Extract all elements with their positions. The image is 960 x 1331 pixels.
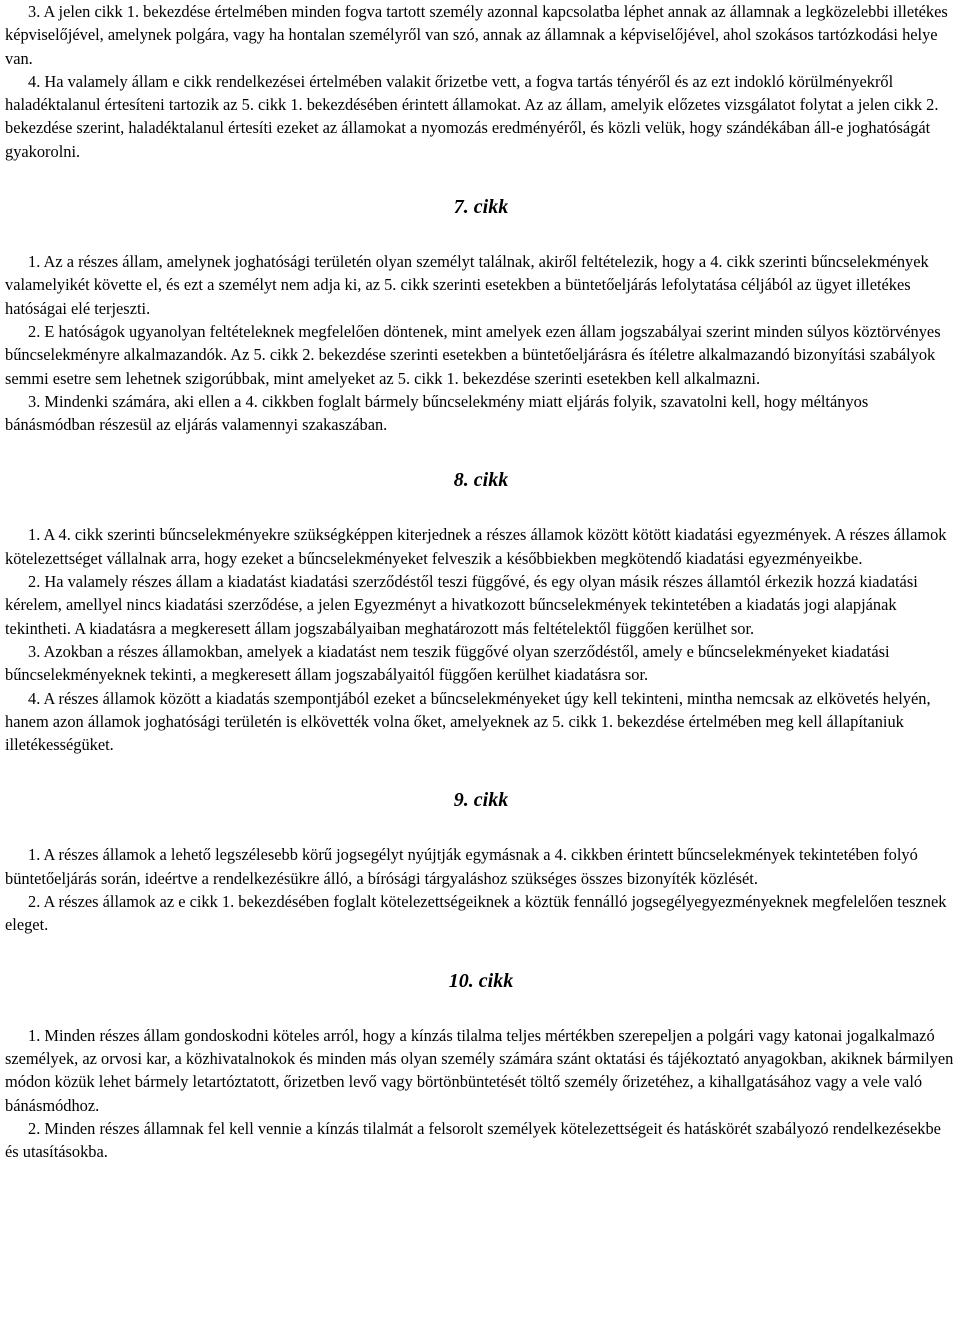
article-7	[5, 195, 957, 436]
paragraph: 2. Minden részes államnak fel kell vennie a kínzás tilalmát a felsorolt személyek kötelezettségeit és hatáskörét szabályozó rendelkezésekbe és utasításokba.	[5, 1118, 941, 1162]
paragraph: 2. Ha valamely részes állam a kiadatást kiadatási szerződéstől teszi függővé, és egy olyan másik részes államtól érkezik hozzá kiadatási kérelem, amellyel nincs kiadatási szerződése, a jelen Egyezményt a hivatkozott bűncselekmények tekintetében a kiadatás jogi alapjának tekintheti. A kiadatásra a megkeresett állam jogszabályaiban meghatározott más feltételektől függően kerülhet sor.	[5, 572, 918, 638]
paragraph: 2. A részes államok az e cikk 1. bekezdésében foglalt kötelezettségeiknek a köztük fennálló jogsegélyegyezményeknek megfelelően tesznek eleget.	[5, 892, 947, 935]
paragraph: 4. Ha valamely állam e cikk rendelkezései értelmében valakit őrizetbe vett, a fogva tartás tényéről és az ezt indokló körülményekről haladéktalanul értesíteni tartozik az 5. cikk 1. bekezdésében érintett államokat. Az az állam, amelyik előzetes vizsgálatot folytat a jelen cikk 2. bekezdése szerint, haladéktalanul értesíti ezeket az államokat a nyomozás eredményéről, és közli velük, hogy szándékában áll-e joghatóságát gyakorolni.	[5, 71, 939, 161]
paragraph: 1. Az a részes állam, amelynek joghatósági területén olyan személyt találnak, akiről feltételezik, hogy a 4. cikk szerinti bűncselekmények valamelyikét követte el, és ezt a személyt nem adja ki, az 5. cikk szerinti esetekben a büntetőeljárás lefolytatása céljából az ügyet illetékes hatóságai elé terjeszti.	[5, 252, 929, 318]
paragraph: 1. Minden részes állam gondoskodni köteles arról, hogy a kínzás tilalma teljes mértékben szerepeljen a polgári vagy katonai jogalkalmazó személyek, az orvosi kar, a közhivatalnokok és minden más olyan személy számára szánt oktatási és tájékoztató anyagokban, akiknek bármilyen módon közük lehet bármely letartóztatott, őrizetben levő vagy börtönbüntetését töltő személy őrizetéhez, a kihallgatásához vagy a vele való bánásmódhoz.	[5, 1025, 954, 1115]
document-page	[5, 0, 957, 1163]
paragraph: 3. Mindenki számára, aki ellen a 4. cikkben foglalt bármely bűncselekmény miatt eljárás folyik, szavatolni kell, hogy méltányos bánásmódban részesül az eljárás valamennyi szakaszában.	[5, 391, 869, 435]
paragraph: 4. A részes államok között a kiadatás szempontjából ezeket a bűncselekményeket úgy kell tekinteni, mintha nemcsak az elkövetés helyén, hanem azon államok joghatósági területén is elkövették volna őket, amelyeknek az 5. cikk 1. bekezdése értelmében meg kell állapítaniuk illetékességüket.	[5, 688, 931, 755]
intro-block	[5, 0, 957, 163]
paragraph: 1. A részes államok a lehető legszélesebb körű jogsegélyt nyújtják egymásnak a 4. cikkben érintett bűncselekmények tekintetében folyó büntetőeljárás során, ideértve a rendelkezésükre álló, a bírósági tárgyaláshoz szükséges összes bizonyíték közlését.	[5, 845, 918, 888]
article-heading: 8. cikk	[453, 469, 509, 492]
paragraph: 2. E hatóságok ugyanolyan feltételeknek megfelelően döntenek, mint amelyek ezen állam jogszabályai szerint minden súlyos köztörvényes bűncselekményre alkalmazandók. Az 5. cikk 2. bekezdése szerinti esetekben a büntetőeljárásra és ítéletre alkalmazandó bizonyítási szabályok semmi esetre sem lehetnek szigorúbbak, mint amelyeket az 5. cikk 1. bekezdése szerinti esetekben kell alkalmazni.	[5, 321, 941, 388]
article-heading: 10. cikk	[448, 969, 514, 992]
paragraph: 1. A 4. cikk szerinti bűncselekményekre szükségképpen kiterjednek a részes államok között kötött kiadatási egyezmények. A részes államok kötelezettséget vállalnak arra, hogy ezeket a bűncselekményeket felveszik a későbbiekben megkötendő kiadatási egyezményeikbe.	[5, 525, 947, 568]
article-8	[5, 468, 957, 756]
article-9	[5, 788, 957, 936]
article-10	[5, 969, 957, 1164]
article-heading: 9. cikk	[453, 789, 509, 812]
paragraph: 3. A jelen cikk 1. bekezdése értelmében minden fogva tartott személy azonnal kapcsolatba léphet annak az államnak a legközelebbi illetékes képviselőjével, amelynek polgára, vagy ha hontalan személyről van szó, annak az államnak a képviselőjével, ahol szokásos tartózkodási helye van.	[5, 2, 948, 68]
article-heading: 7. cikk	[453, 196, 509, 219]
paragraph: 3. Azokban a részes államokban, amelyek a kiadatást nem teszik függővé olyan szerződéstől, amely e bűncselekményeket kiadatási bűncselekményeknek tekinti, a megkeresett állam jogszabályaitól függően kerülhet kiadatásra sor.	[5, 641, 890, 685]
